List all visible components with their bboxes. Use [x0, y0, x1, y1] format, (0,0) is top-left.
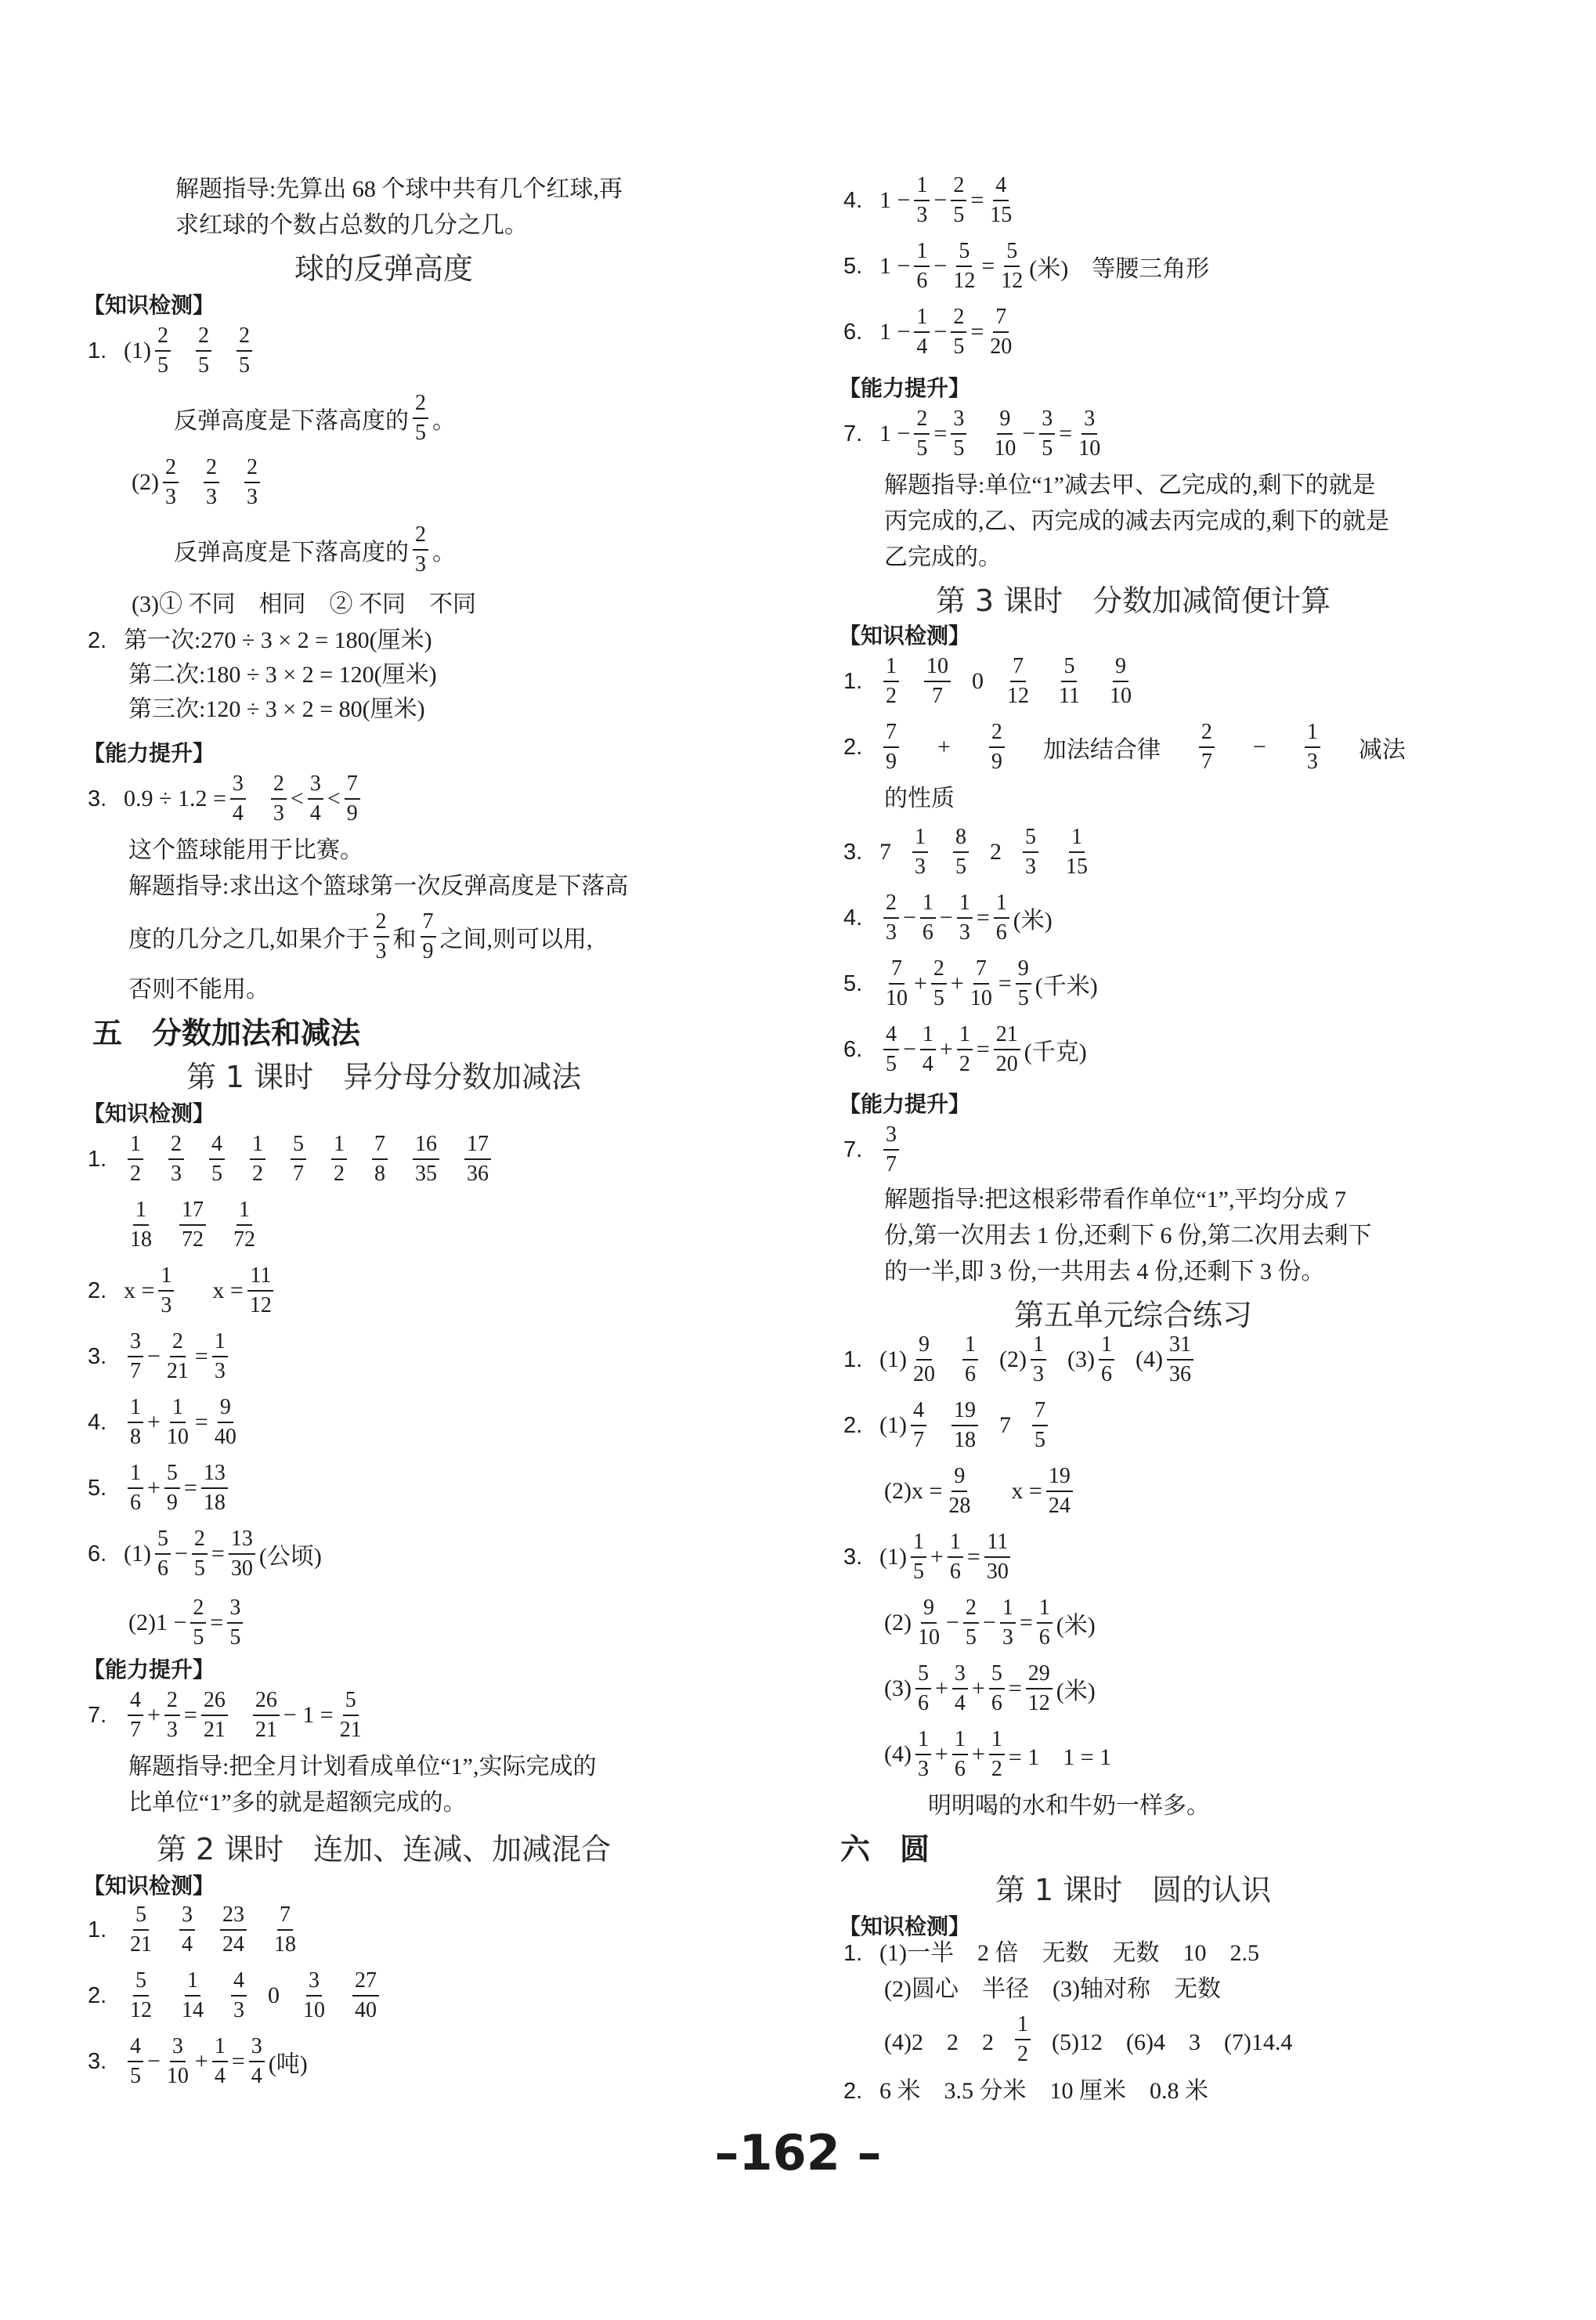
fraction: $\frac{2}{21}$ [166, 1329, 189, 1383]
fraction: $\frac{1}{2}$ [128, 1133, 143, 1185]
fraction: $\frac{9}{20}$ [912, 1332, 935, 1386]
fraction: $\frac{2}{3}$ [204, 457, 219, 508]
fraction: $\frac{5}{11}$ [1059, 654, 1080, 708]
bounce-q1-part3: (3)① 不同 相同 ② 不同 不同 [132, 591, 476, 617]
question-number: 6. [843, 319, 863, 345]
L3-q5: 5. $\frac{7}{10}$ + $\frac{2}{5}$ + $\frac{7}{10}$ = $\frac{9}{5}$ (千米) [843, 956, 1098, 1010]
fraction: $\frac{23}{24}$ [220, 1904, 247, 1956]
section-knowledge-check: 【知识检测】 [839, 1913, 971, 1939]
fraction: $\frac{26}{21}$ [201, 1689, 228, 1741]
fraction: $\frac{1}{4}$ [914, 306, 930, 358]
fraction: $\frac{11}{30}$ [984, 1531, 1011, 1583]
fraction: $\frac{1}{2}$ [1015, 2014, 1031, 2065]
L3-q2: 2. $\frac{7}{9}$ + $\frac{2}{9}$ 加法结合律 $\frac{2}{7}$ − $\frac{1}{3}$ 减法 [843, 720, 1406, 774]
text: 减法 [1358, 737, 1406, 763]
fraction: $\frac{7}{9}$ [883, 721, 899, 773]
fraction: $\frac{11}{12}$ [247, 1265, 274, 1317]
unit-text: (千克) [1024, 1039, 1087, 1065]
question-number: 7. [843, 421, 863, 446]
fraction: $\frac{4}{7}$ [911, 1400, 926, 1451]
fraction: $\frac{2}{3}$ [883, 892, 899, 944]
fraction: $\frac{21}{20}$ [994, 1024, 1020, 1075]
fraction: $\frac{29}{12}$ [1026, 1663, 1053, 1715]
question-number: 5. [843, 253, 863, 279]
fraction: $\frac{2}{3}$ [271, 773, 287, 825]
review-q3-conclusion: 明明喝的水和牛奶一样多。 [928, 1793, 1210, 1819]
L2-q1 [88, 1895, 302, 1964]
unit-five-heading: 五 分数加法和减法 [92, 1016, 361, 1050]
fraction: $\frac{1}{6}$ [994, 892, 1009, 944]
fraction: $\frac{17}{72}$ [179, 1199, 206, 1251]
question-number: 2. [88, 1982, 107, 2008]
text: x = [1011, 1478, 1042, 1504]
fraction: $\frac{27}{40}$ [352, 1970, 379, 2022]
fraction: $\frac{3}{10}$ [166, 2034, 189, 2088]
unit-six-heading: 六 圆 [840, 1832, 930, 1866]
fraction: $\frac{2}{5}$ [951, 306, 966, 358]
section-knowledge-check: 【知识检测】 [83, 1100, 215, 1126]
question-number: 2. [88, 1277, 107, 1303]
fraction: $\frac{5}{6}$ [989, 1663, 1005, 1715]
text: 反弹高度是下落高度的 [174, 540, 409, 566]
L1-q1-row2 [124, 1191, 262, 1259]
text: 和 [392, 927, 417, 952]
text: 度的几分之几,如果介于 [128, 927, 370, 952]
fraction: $\frac{31}{36}$ [1167, 1334, 1193, 1386]
section-ability-up: 【能力提升】 [83, 740, 215, 766]
fraction: $\frac{2}{9}$ [989, 721, 1005, 773]
fraction: $\frac{4}{5}$ [209, 1133, 225, 1185]
text: 加法结合律 [1042, 737, 1161, 763]
bounce-q3-tip2 [128, 902, 593, 971]
fraction: $\frac{1}{2}$ [957, 1024, 973, 1075]
L2-q5: 5. 1 − $\frac{1}{6}$ − $\frac{5}{12}$ = $\frac{5}{12}$ (米) 等腰三角形 [843, 239, 1210, 293]
L3-q3: 3. 7 $\frac{1}{3}$ $\frac{8}{5}$ 2 $\frac{5}{3}$ $\frac{1}{15}$ [843, 818, 1094, 887]
fraction: $\frac{2}{3}$ [163, 457, 179, 508]
fraction: $\frac{1}{2}$ [989, 1729, 1005, 1780]
circle-q2 [843, 2074, 1208, 2109]
fraction: $\frac{7}{10}$ [970, 956, 992, 1010]
bounce-q1-part1 [88, 316, 256, 385]
fraction: $\frac{5}{3}$ [1023, 826, 1038, 878]
L1-q5: 5. $\frac{1}{6}$ + $\frac{5}{9}$ = $\frac{13}{18}$ [88, 1454, 232, 1523]
fraction: $\frac{5}{12}$ [1001, 239, 1024, 293]
fraction: $\frac{4}{7}$ [128, 1689, 143, 1741]
fraction: $\frac{1}{6}$ [1037, 1597, 1053, 1649]
L2-q2: 2. $\frac{5}{12}$ $\frac{1}{14}$ $\frac{4}{3}$ 0 $\frac{3}{10}$ $\frac{27}{40}$ [88, 1961, 383, 2030]
bounce-q1-text1: 反弹高度是下落高度的 $\frac{2}{5}$ 。 [174, 391, 456, 445]
section-knowledge-check: 【知识检测】 [83, 1873, 215, 1899]
question-number: 4. [88, 1409, 107, 1435]
fraction: $\frac{2}{5}$ [413, 392, 428, 444]
fraction: $\frac{19}{24}$ [1046, 1465, 1073, 1517]
circle-lesson1-title: 第 1 课时 圆的认识 [995, 1873, 1272, 1907]
question-number: 1. [843, 1941, 863, 1966]
text: x = [124, 1277, 155, 1303]
fraction: $\frac{3}{5}$ [951, 408, 966, 460]
L3-q7-tip2: 份,第一次用去 1 份,还剩下 6 份,第二次用去剩下 [884, 1223, 1372, 1249]
fraction: $\frac{3}{7}$ [128, 1331, 143, 1382]
unit-text: (米) [1056, 1679, 1096, 1704]
L1-q6-part1: 6. (1) $\frac{5}{6}$ − $\frac{2}{5}$ = $\frac{13}{30}$ (公顷) [88, 1527, 322, 1581]
fraction: $\frac{3}{10}$ [1078, 407, 1101, 461]
unit-text: (米) 等腰三角形 [1029, 256, 1210, 282]
fraction: $\frac{7}{20}$ [990, 305, 1013, 359]
bounce-q2-line1 [88, 623, 432, 658]
fraction: $\frac{2}{5}$ [914, 408, 930, 460]
fraction: $\frac{1}{3}$ [914, 175, 930, 226]
question-number: 1. [88, 1917, 107, 1942]
fraction: $\frac{1}{8}$ [128, 1397, 143, 1448]
question-number: 6. [88, 1541, 107, 1567]
fraction: $\frac{7}{8}$ [372, 1133, 388, 1185]
fraction: $\frac{1}{6}$ [128, 1462, 143, 1514]
L3-q7-tip1: 解题指导:把这根彩带看作单位“1”,平均分成 7 [884, 1187, 1346, 1212]
circle-q1-line3 [884, 2005, 1292, 2074]
question-number: 1. [88, 338, 107, 363]
unit-text: (米) [1013, 908, 1053, 934]
question-number: 2. [843, 734, 863, 760]
fraction: $\frac{2}{3}$ [244, 457, 260, 508]
text: 第一次:270 ÷ 3 × 2 = 180(厘米) [124, 627, 432, 653]
fraction: $\frac{1}{3}$ [957, 892, 973, 944]
lesson1-title: 第 1 课时 异分母分数加减法 [186, 1060, 582, 1094]
text: 之间,则可以用, [439, 927, 593, 952]
fraction: $\frac{3}{4}$ [952, 1663, 968, 1715]
fraction: $\frac{1}{15}$ [1066, 825, 1088, 879]
L1-q6-part2: (2)1 − $\frac{2}{5}$ = $\frac{3}{5}$ [128, 1588, 247, 1657]
fraction: $\frac{5}{9}$ [164, 1462, 180, 1514]
section-knowledge-check: 【知识检测】 [83, 292, 215, 318]
fraction: $\frac{3}{7}$ [883, 1124, 899, 1176]
text: x = [212, 1277, 244, 1303]
fraction: $\frac{7}{5}$ [1032, 1400, 1048, 1451]
L2-q3: 3. $\frac{4}{5}$ − $\frac{3}{10}$ + $\frac{1}{4}$ = $\frac{3}{4}$ (吨) [88, 2034, 308, 2088]
question-number: 4. [843, 905, 863, 931]
L1-q1-row1 [88, 1125, 495, 1194]
section-knowledge-check: 【知识检测】 [839, 623, 971, 649]
fraction: $\frac{1}{5}$ [911, 1531, 926, 1583]
review-q2-part1: 2. (1) $\frac{4}{7}$ $\frac{19}{18}$ 7 $\frac{7}{5}$ [843, 1391, 1052, 1460]
fraction: $\frac{1}{4}$ [920, 1024, 936, 1075]
fraction: $\frac{7}{18}$ [274, 1903, 296, 1957]
fraction: $\frac{2}{5}$ [155, 325, 171, 377]
section-ability-up: 【能力提升】 [839, 375, 971, 401]
fraction: $\frac{4}{15}$ [990, 173, 1013, 227]
question-number: 2. [843, 1412, 863, 1438]
L3-q4: 4. $\frac{2}{3}$ − $\frac{1}{6}$ − $\frac{1}{3}$ = $\frac{1}{6}$ (米) [843, 891, 1053, 945]
L1-q3: 3. $\frac{3}{7}$ − $\frac{2}{21}$ = $\frac{1}{3}$ [88, 1322, 232, 1391]
text: 6 米 3.5 分米 10 厘米 0.8 米 [879, 2078, 1208, 2104]
L2-q6: 6. 1 − $\frac{1}{4}$ − $\frac{2}{5}$ = $\frac{7}{20}$ [843, 298, 1018, 367]
fraction: $\frac{1}{3}$ [212, 1331, 228, 1382]
review-q2-part2: (2) x = $\frac{9}{28}$ x = $\frac{19}{24}$ [884, 1457, 1077, 1526]
review-q3-part1: 3. (1) $\frac{1}{5}$ + $\frac{1}{6}$ = $\frac{11}{30}$ [843, 1523, 1015, 1592]
fraction: $\frac{2}{5}$ [963, 1597, 979, 1649]
L3-q1: 1. $\frac{1}{2}$ $\frac{10}{7}$ 0 $\frac{7}{12}$ $\frac{5}{11}$ $\frac{9}{10}$ [843, 647, 1138, 716]
fraction: $\frac{26}{21}$ [253, 1689, 280, 1741]
question-number: 2. [843, 2079, 863, 2104]
fraction: $\frac{1}{18}$ [130, 1198, 152, 1252]
L3-q7-tip3: 的一半,即 3 份,一共用去 4 份,还剩下 3 份。 [884, 1259, 1325, 1285]
fraction: $\frac{1}{10}$ [166, 1395, 189, 1449]
L3-q7 [843, 1115, 903, 1184]
L2-q7-tip2: 丙完成的,乙、丙完成的减去丙完成的,剩下的就是 [884, 508, 1389, 534]
L2-q7-tip1: 解题指导:单位“1”减去甲、乙完成的,剩下的就是 [884, 472, 1376, 498]
fraction: $\frac{5}{6}$ [155, 1528, 171, 1580]
fraction: $\frac{7}{9}$ [345, 773, 360, 825]
question-number: 1. [843, 668, 863, 694]
bounce-q1-part2 [132, 448, 264, 517]
fraction: $\frac{2}{3}$ [374, 911, 389, 963]
fraction: $\frac{5}{21}$ [339, 1688, 362, 1742]
question-number: 3. [843, 1544, 863, 1570]
circle-q1-line1 [843, 1936, 1259, 1971]
review-q3-part2: (2) $\frac{9}{10}$ − $\frac{2}{5}$ − $\frac{1}{3}$ = $\frac{1}{6}$ (米) [884, 1595, 1096, 1650]
L2-q7: 7. 1 − $\frac{2}{5}$ = $\frac{3}{5}$ $\frac{9}{10}$ − $\frac{3}{5}$ = $\frac{3}{10}$ [843, 399, 1107, 468]
fraction: $\frac{5}{6}$ [915, 1663, 931, 1715]
page-number: –162 – [714, 2124, 882, 2181]
fraction: $\frac{1}{4}$ [212, 2036, 228, 2087]
text: (1)一半 2 倍 无数 无数 10 2.5 [879, 1940, 1259, 1966]
fraction: $\frac{1}{3}$ [1000, 1597, 1016, 1649]
lesson3-title: 第 3 课时 分数加减简便计算 [935, 584, 1331, 618]
bounce-q1-text2: 反弹高度是下落高度的 $\frac{2}{3}$ 。 [174, 522, 456, 576]
question-number: 7. [88, 1702, 107, 1728]
review-q3-part3: (3) $\frac{5}{6}$ + $\frac{3}{4}$ + $\frac{5}{6}$ = $\frac{29}{12}$ (米) [884, 1661, 1096, 1715]
unit-text: (公顷) [258, 1544, 322, 1570]
fraction: $\frac{5}{21}$ [130, 1903, 152, 1957]
fraction: $\frac{9}{28}$ [948, 1464, 971, 1518]
L1-q7-tip2: 比单位“1”多的就是超额完成的。 [128, 1790, 467, 1816]
fraction: $\frac{1}{2}$ [250, 1133, 265, 1185]
fraction: $\frac{4}{5}$ [128, 2036, 143, 2087]
fraction: $\frac{5}{7}$ [291, 1133, 306, 1185]
fraction: $\frac{10}{7}$ [924, 656, 951, 707]
fraction: $\frac{9}{10}$ [917, 1595, 940, 1650]
question-number: 5. [843, 970, 863, 996]
L1-q2 [88, 1256, 278, 1325]
text: = 1 1 = 1 [1008, 1744, 1112, 1770]
fraction: $\frac{2}{5}$ [192, 1528, 208, 1580]
L3-q2-tail: 的性质 [884, 786, 955, 811]
section-ability-up: 【能力提升】 [83, 1657, 215, 1682]
text: (4)2 2 2 [884, 2029, 994, 2055]
question-number: 2. [88, 628, 107, 653]
review-q1: 1. (1) $\frac{9}{20}$ $\frac{1}{6}$ (2) $\frac{1}{3}$ (3) $\frac{1}{6}$ (4) $\frac{31}{36}$ [843, 1325, 1197, 1394]
fraction: $\frac{1}{6}$ [920, 892, 936, 944]
bounce-q3-tip1: 解题指导:求出这个篮球第一次反弹高度是下落高 [128, 873, 629, 899]
bounce-q2-line2: 第二次:180 ÷ 3 × 2 = 120(厘米) [128, 662, 437, 688]
fraction: $\frac{7}{9}$ [421, 911, 436, 963]
fraction: $\frac{3}{5}$ [227, 1597, 243, 1649]
question-number: 3. [88, 1343, 107, 1369]
unit-text: (米) [1056, 1613, 1096, 1639]
fraction: $\frac{3}{4}$ [308, 773, 323, 825]
tip-68-line2: 求红球的个数占总数的几分之几。 [175, 212, 528, 238]
L1-q7-tip1: 解题指导:把全月计划看成单位“1”,实际完成的 [128, 1754, 597, 1780]
question-number: 1. [843, 1346, 863, 1372]
circle-q1-line2: (2)圆心 半径 (3)轴对称 无数 [884, 1976, 1221, 2002]
fraction: $\frac{1}{6}$ [952, 1729, 968, 1780]
bounce-q3-text: 这个篮球能用于比赛。 [128, 837, 363, 863]
section-ability-up: 【能力提升】 [839, 1091, 971, 1117]
fraction: $\frac{9}{10}$ [994, 407, 1016, 461]
part-label: (2) [132, 469, 159, 495]
L2-q4: 4. 1 − $\frac{1}{3}$ − $\frac{2}{5}$ = $\frac{4}{15}$ [843, 166, 1018, 235]
L1-q7: 7. $\frac{4}{7}$ + $\frac{2}{3}$ = $\frac{26}{21}$ $\frac{26}{21}$ − 1 = $\frac{5}{21}$ [88, 1681, 368, 1750]
question-number: 3. [843, 839, 863, 865]
fraction: $\frac{7}{10}$ [886, 956, 908, 1010]
fraction: $\frac{2}{5}$ [190, 1597, 206, 1649]
fraction: $\frac{16}{35}$ [413, 1133, 439, 1185]
fraction: $\frac{19}{18}$ [951, 1400, 978, 1451]
question-number: 1. [88, 1146, 107, 1172]
lesson2-title: 第 2 课时 连加、连减、加减混合 [156, 1832, 612, 1866]
fraction: $\frac{1}{72}$ [233, 1198, 255, 1252]
title-ball-bounce: 球的反弹高度 [294, 251, 473, 286]
fraction: $\frac{2}{7}$ [1199, 721, 1215, 773]
review-q3-part4: (4) $\frac{1}{3}$ + $\frac{1}{6}$ + $\frac{1}{2}$ = 1 1 = 1 [884, 1727, 1112, 1781]
fraction: $\frac{1}{2}$ [331, 1133, 347, 1185]
unit5-review-title: 第五单元综合练习 [1013, 1298, 1252, 1332]
bounce-q3-tip3: 否则不能用。 [128, 977, 269, 1003]
fraction: $\frac{1}{14}$ [182, 1968, 204, 2022]
unit-text: (千米) [1035, 974, 1098, 999]
fraction: $\frac{1}{6}$ [948, 1531, 963, 1583]
fraction: $\frac{1}{6}$ [962, 1334, 978, 1386]
fraction: $\frac{3}{4}$ [230, 773, 246, 825]
right-column [798, 0, 1596, 2320]
L1-q4: 4. $\frac{1}{8}$ + $\frac{1}{10}$ = $\frac{9}{40}$ [88, 1388, 243, 1457]
fraction: $\frac{2}{5}$ [196, 325, 211, 377]
fraction: $\frac{5}{12}$ [130, 1968, 152, 2022]
fraction: $\frac{2}{5}$ [951, 175, 966, 226]
fraction: $\frac{2}{3}$ [413, 524, 428, 576]
fraction: $\frac{9}{5}$ [1016, 958, 1031, 1010]
fraction: $\frac{1}{3}$ [912, 826, 928, 878]
fraction: $\frac{4}{5}$ [883, 1024, 899, 1075]
fraction: $\frac{1}{2}$ [883, 656, 899, 707]
L3-q6: 6. $\frac{4}{5}$ − $\frac{1}{4}$ + $\frac{1}{2}$ = $\frac{21}{20}$ (千克) [843, 1022, 1087, 1076]
question-number: 7. [843, 1137, 863, 1162]
question-number: 6. [843, 1036, 863, 1062]
fraction: $\frac{3}{10}$ [303, 1968, 325, 2022]
fraction: $\frac{3}{4}$ [249, 2036, 265, 2087]
text: 反弹高度是下落高度的 [174, 408, 409, 434]
fraction: $\frac{1}{3}$ [1305, 721, 1320, 773]
fraction: $\frac{1}{3}$ [158, 1265, 174, 1317]
fraction: $\frac{4}{3}$ [231, 1970, 247, 2022]
fraction: $\frac{2}{3}$ [168, 1133, 184, 1185]
bounce-q3-expr: 3. 0.9 ÷ 1.2 = $\frac{3}{4}$ $\frac{2}{3}$ < $\frac{3}{4}$ < $\frac{7}{9}$ [88, 764, 364, 833]
fraction: $\frac{7}{12}$ [1007, 654, 1029, 708]
text: x = [911, 1478, 943, 1504]
question-number: 3. [88, 786, 107, 811]
fraction: $\frac{2}{3}$ [164, 1689, 180, 1741]
bounce-q2-line3: 第三次:120 ÷ 3 × 2 = 80(厘米) [128, 696, 425, 722]
fraction: $\frac{8}{5}$ [953, 826, 969, 878]
fraction: $\frac{1}{6}$ [914, 240, 930, 292]
fraction: $\frac{17}{36}$ [464, 1133, 491, 1185]
fraction: $\frac{2}{5}$ [931, 958, 947, 1010]
fraction: $\frac{3}{4}$ [179, 1904, 195, 1956]
question-number: 4. [843, 187, 863, 213]
part-label: (1) [124, 338, 151, 363]
fraction: $\frac{9}{10}$ [1109, 654, 1132, 708]
fraction: $\frac{5}{12}$ [953, 239, 976, 293]
fraction: $\frac{9}{40}$ [214, 1395, 237, 1449]
tip-68-line1: 解题指导:先算出 68 个球中共有几个红球,再 [175, 176, 623, 202]
text: 0.9 ÷ 1.2 = [124, 786, 226, 811]
fraction: $\frac{2}{5}$ [237, 325, 252, 377]
text: (5)12 (6)4 3 (7)14.4 [1051, 2029, 1293, 2055]
L2-q7-tip3: 乙完成的。 [884, 544, 1002, 570]
fraction: $\frac{3}{5}$ [1039, 408, 1055, 460]
question-number: 3. [88, 2048, 107, 2074]
fraction: $\frac{1}{3}$ [1031, 1334, 1046, 1386]
fraction: $\frac{1}{6}$ [1099, 1334, 1114, 1386]
unit-text: (吨) [268, 2051, 308, 2077]
fraction: $\frac{1}{3}$ [915, 1729, 931, 1780]
fraction: $\frac{13}{30}$ [229, 1528, 255, 1580]
question-number: 5. [88, 1475, 107, 1501]
fraction: $\frac{13}{18}$ [201, 1462, 228, 1514]
